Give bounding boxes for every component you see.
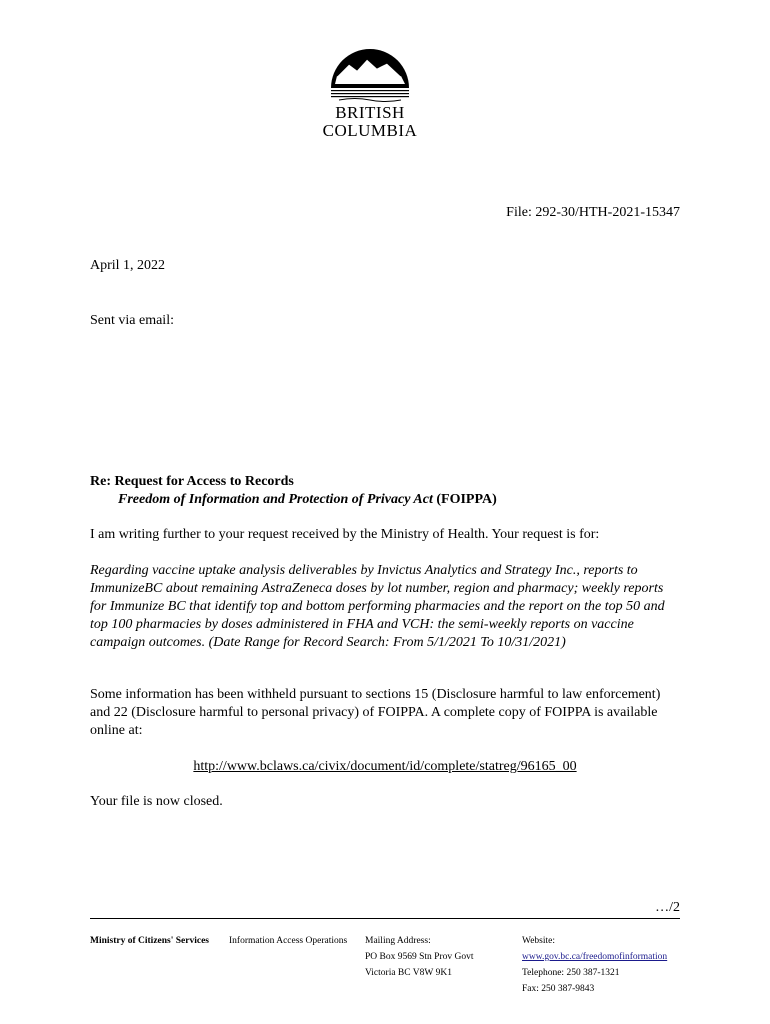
letter-date: April 1, 2022 — [90, 258, 166, 273]
act-line — [90, 491, 497, 509]
website-link[interactable]: www.gov.bc.ca/freedomofinformation — [522, 952, 668, 962]
footer-website — [522, 933, 667, 997]
withheld-paragraph: Some information has been withheld pursuant to sections 15 (Disclosure harmful to law enforcement) and 22 (Disclosure harmful to personal privacy) of FOIPPA. A complete copy of FOIPPA is available online at: — [90, 687, 661, 738]
file-reference: File: 292-30/HTH-2021-15347 — [506, 205, 680, 220]
mailing-line-1: PO Box 9569 Stn Prov Govt — [365, 952, 474, 962]
bc-government-logo — [315, 44, 425, 148]
closing-paragraph: Your file is now closed. — [90, 794, 223, 809]
act-abbrev: (FOIPPA) — [432, 492, 497, 507]
page-number: …/2 — [655, 900, 680, 915]
logo-text-columbia: COLUMBIA — [322, 121, 418, 140]
sent-via-email: Sent via email: — [90, 313, 174, 328]
mailing-label: Mailing Address: — [365, 936, 431, 946]
footer-operations: Information Access Operations — [229, 936, 348, 946]
bclaws-link[interactable]: http://www.bclaws.ca/civix/document/id/complete/statreg/96165_00 — [193, 759, 577, 774]
act-name: Freedom of Information and Protection of Privacy Act — [118, 492, 433, 507]
subject-line: Re: Request for Access to Records — [90, 474, 294, 489]
bc-logo-emblem — [315, 44, 425, 104]
intro-paragraph: I am writing further to your request received by the Ministry of Health. Your request is for: — [90, 527, 600, 542]
footer-divider — [90, 918, 680, 919]
footer-mailing-address — [365, 933, 473, 981]
mailing-line-2: Victoria BC V8W 9K1 — [365, 968, 452, 978]
fax: Fax: 250 387-9843 — [522, 984, 595, 994]
subject-block — [90, 473, 497, 509]
request-paragraph: Regarding vaccine uptake analysis deliverables by Invictus Analytics and Strategy Inc., reports to ImmunizeBC about remaining AstraZeneca doses by lot number, region and pharmacy; weekly reports for Immunize BC that identify top and bottom performing pharmacies and the report on the top 50 and top 100 pharmacies by doses administered in FHA and VCH: the semi-weekly reports on vaccine campaign outcomes. (Date Range for Record Search: From 5/1/2021 To 10/31/2021) — [90, 563, 665, 650]
telephone: Telephone: 250 387-1321 — [522, 968, 620, 978]
footer-ministry: Ministry of Citizens' Services — [90, 936, 209, 946]
logo-text-british: BRITISH — [335, 103, 405, 122]
website-label: Website: — [522, 936, 556, 946]
